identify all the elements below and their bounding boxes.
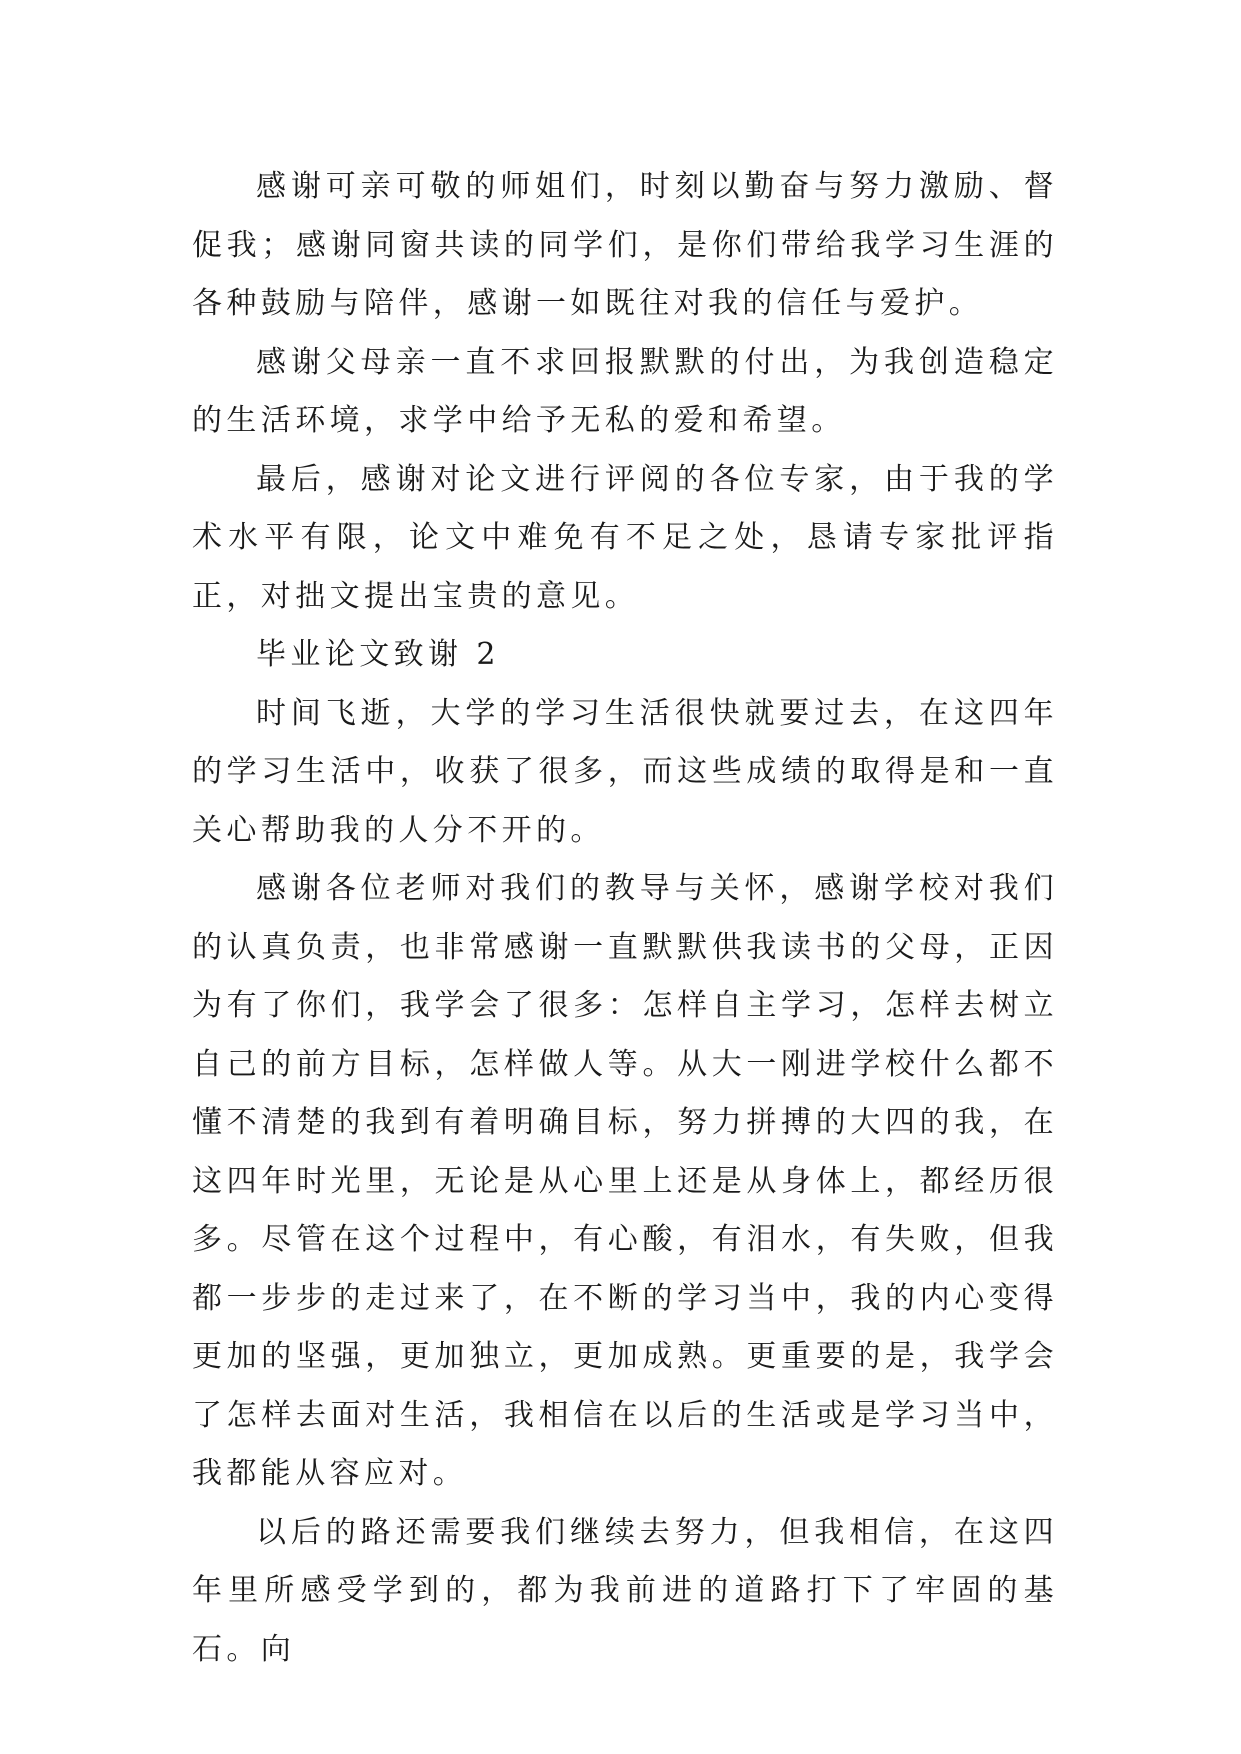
paragraph-thanks-seniors: 感谢可亲可敬的师姐们，时刻以勤奋与努力激励、督促我；感谢同窗共读的同学们，是你们带给我学习生涯的各种鼓励与陪伴，感谢一如既往对我的信任与爱护。 (192, 169, 1058, 321)
paragraph-thanks-parents: 感谢父母亲一直不求回报默默的付出，为我创造稳定的生活环境，求学中给予无私的爱和希望。 (192, 344, 1058, 438)
paragraph-thanks-reviewers: 最后，感谢对论文进行评阅的各位专家，由于我的学术水平有限，论文中难免有不足之处，恳请专家批评指正，对拙文提出宝贵的意见。 (192, 461, 1058, 614)
paragraph-time-flies: 时间飞逝，大学的学习生活很快就要过去，在这四年的学习生活中，收获了很多，而这些成绩的取得是和一直关心帮助我的人分不开的。 (192, 695, 1058, 848)
paragraph-future-road: 以后的路还需要我们继续去努力，但我相信，在这四年里所感受学到的，都为我前进的道路打下了牢固的基石。向 (192, 1514, 1058, 1667)
paragraph-thanks-teachers: 感谢各位老师对我们的教导与关怀，感谢学校对我们的认真负责，也非常感谢一直默默供我读书的父母，正因为有了你们，我学会了很多：怎样自主学习，怎样去树立自己的前方目标，怎样做人等。从大一刚进学校什么都不懂不清楚的我到有着明确目标，努力拼搏的大四的我，在这四年时光里，无论是从心里上还是从身体上，都经历很多。尽管在这个过程中，有心酸，有泪水，有失败，但我都一步步的走过来了，在不断的学习当中，我的内心变得更加的坚强，更加独立，更加成熟。更重要的是，我学会了怎样去面对生活，我相信在以后的生活或是学习当中，我都能从容应对。 (192, 871, 1058, 1491)
document-body (192, 158, 1058, 1679)
section-heading: 毕业论文致谢 2 (256, 637, 500, 672)
